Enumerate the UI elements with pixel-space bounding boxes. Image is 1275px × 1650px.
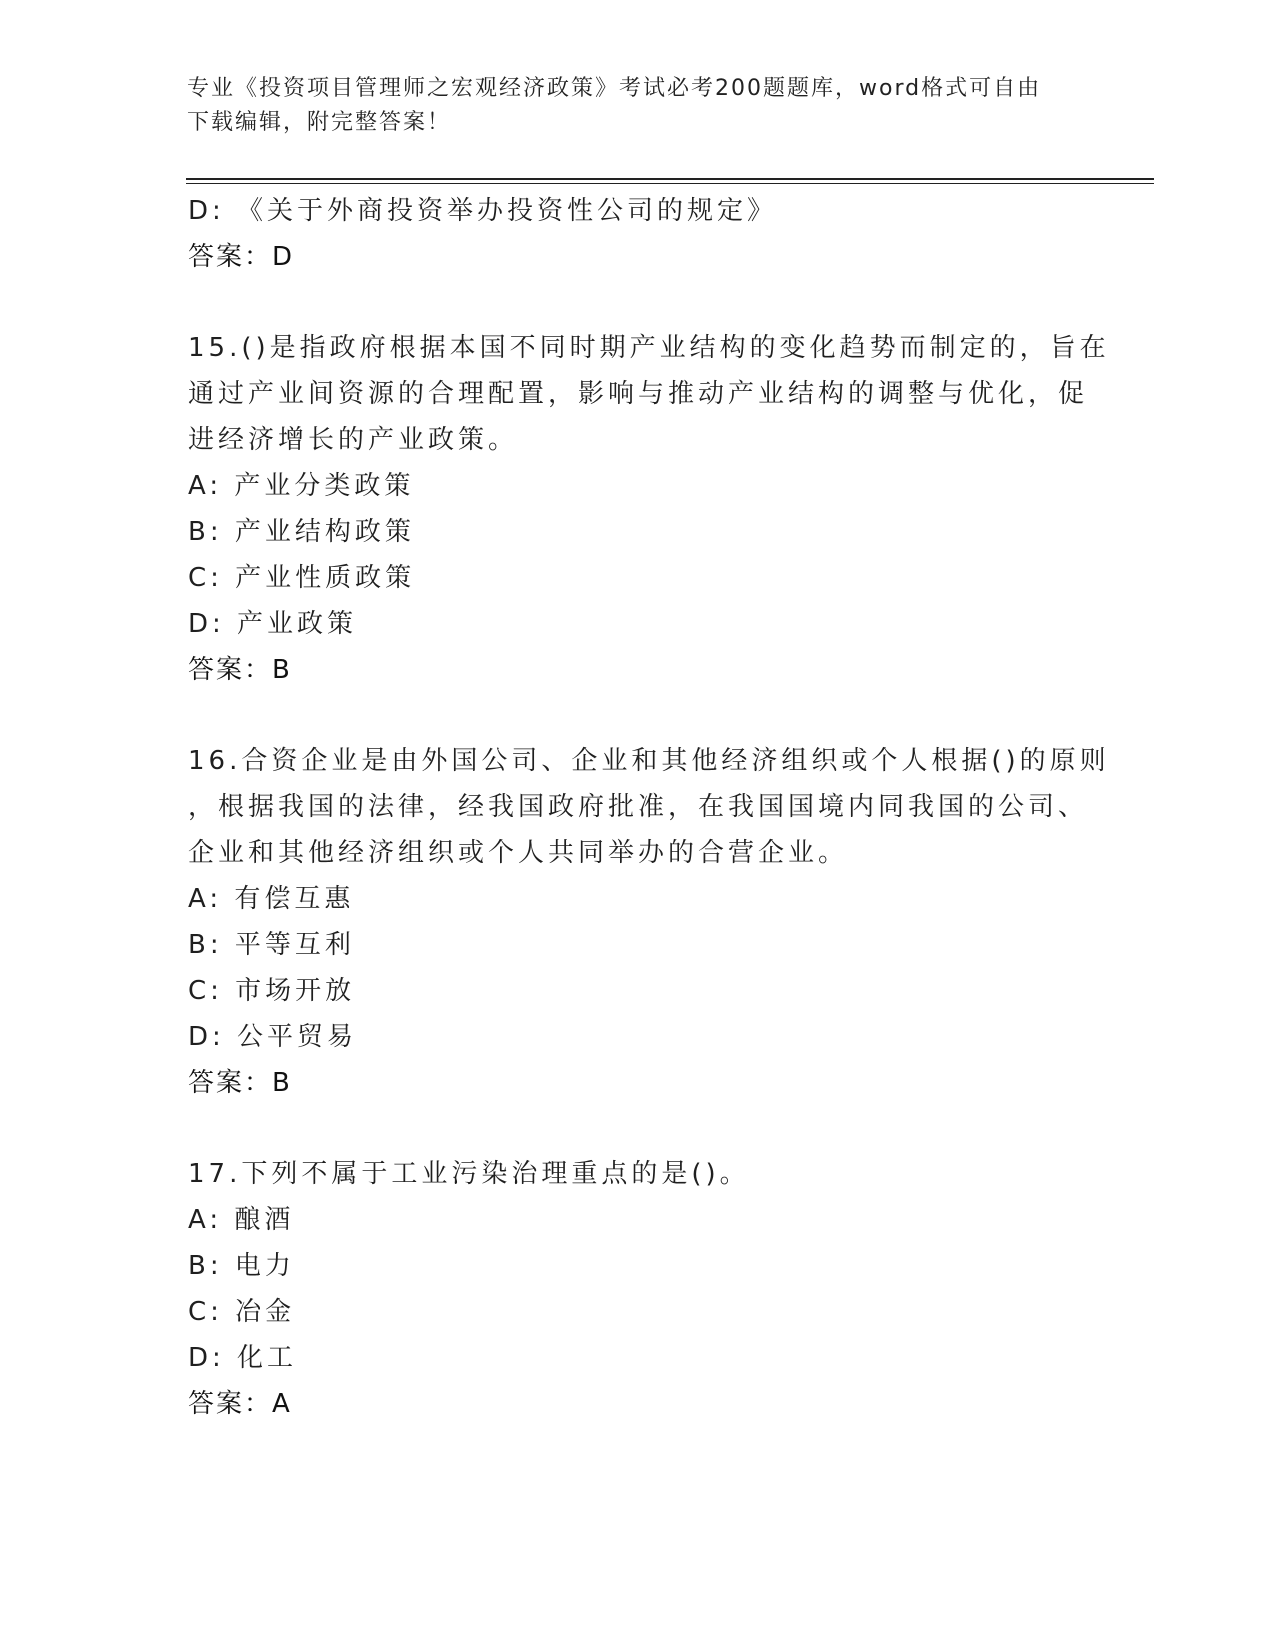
question-stem xyxy=(188,325,1110,463)
option-d: D: 公平贸易 xyxy=(188,1022,358,1052)
option-c: C: 市场开放 xyxy=(188,976,356,1006)
answer-line: 答案：B xyxy=(188,655,292,685)
option-d: D: 《关于外商投资举办投资性公司的规定》 xyxy=(188,196,778,226)
document-header xyxy=(187,72,1077,140)
question-15 xyxy=(188,325,1110,693)
question-stem xyxy=(188,1151,1078,1197)
answer-line: 答案：D xyxy=(188,242,295,272)
question-content xyxy=(188,188,1110,1427)
header-line-2: 下载编辑，附完整答案！ xyxy=(187,110,452,135)
answer-line: 答案：A xyxy=(188,1389,292,1419)
stem-line: 16.合资企业是由外国公司、企业和其他经济组织或个人根据()的原则 xyxy=(188,746,1110,776)
header-divider-thick xyxy=(186,178,1154,180)
question-stem xyxy=(188,738,1110,876)
stem-line: ，根据我国的法律，经我国政府批准，在我国国境内同我国的公司、 xyxy=(188,792,1089,822)
option-a: A: 酿酒 xyxy=(188,1205,295,1235)
stem-line: 企业和其他经济组织或个人共同举办的合营企业。 xyxy=(188,838,849,868)
option-c: C: 冶金 xyxy=(188,1297,296,1327)
previous-question-tail xyxy=(188,188,1078,280)
stem-line: 15.()是指政府根据本国不同时期产业结构的变化趋势而制定的，旨在 xyxy=(188,333,1110,363)
question-16 xyxy=(188,738,1110,1106)
header-line-1: 专业《投资项目管理师之宏观经济政策》考试必考200题题库，word格式可自由 xyxy=(187,76,1042,101)
option-d: D: 产业政策 xyxy=(188,609,358,639)
option-b: B: 平等互利 xyxy=(188,930,355,960)
header-divider-thin xyxy=(186,183,1154,184)
option-b: B: 产业结构政策 xyxy=(188,517,415,547)
stem-line: 通过产业间资源的合理配置，影响与推动产业结构的调整与优化，促 xyxy=(188,379,1089,409)
stem-line: 17.下列不属于工业污染治理重点的是()。 xyxy=(188,1159,750,1189)
option-c: C: 产业性质政策 xyxy=(188,563,416,593)
answer-line: 答案：B xyxy=(188,1068,292,1098)
option-b: B: 电力 xyxy=(188,1251,295,1281)
question-17 xyxy=(188,1151,1078,1427)
option-d: D: 化工 xyxy=(188,1343,298,1373)
option-a: A: 有偿互惠 xyxy=(188,884,355,914)
stem-line: 进经济增长的产业政策。 xyxy=(188,425,519,455)
option-a: A: 产业分类政策 xyxy=(188,471,415,501)
